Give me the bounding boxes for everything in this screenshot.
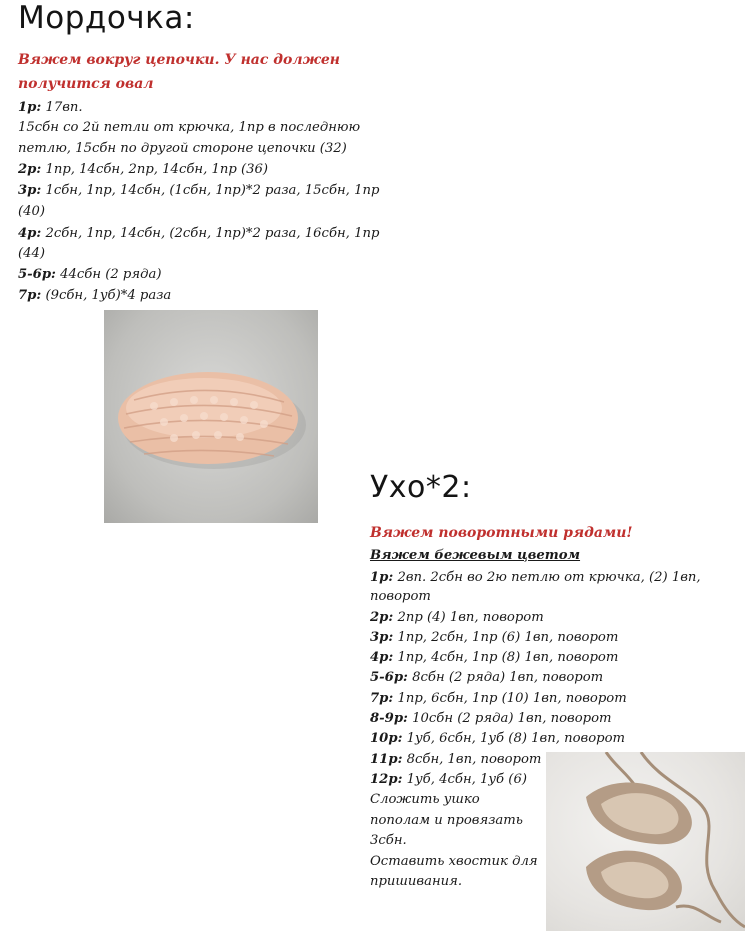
ear-section-title: Ухо*2: [370,470,472,505]
ear-row: 11р: 8сбн, 1вп, поворот [370,752,542,767]
ear-row: пришивания. [370,874,463,889]
ear-row: 1р: 2вп. 2сбн во 2ю петлю от крючка, (2) 1вп, [370,570,701,585]
ear-row: 2р: 2пр (4) 1вп, поворот [370,610,544,625]
muzzle-intro-line-1: Вяжем вокруг цепочки. У нас должен [18,52,340,68]
ears-photo [546,752,745,931]
ear-row: 12р: 1уб, 4сбн, 1уб (6) [370,772,527,787]
ear-row: 3р: 1пр, 2сбн, 1пр (6) 1вп, поворот [370,630,619,645]
muzzle-section-title: Мордочка: [18,0,195,36]
muzzle-row: (40) [18,204,46,219]
muzzle-photo [104,310,318,523]
muzzle-row: (44) [18,246,46,261]
muzzle-row: 3р: 1сбн, 1пр, 14сбн, (1сбн, 1пр)*2 раза, 15сбн, 1пр [18,183,380,198]
ear-row: 8-9р: 10сбн (2 ряда) 1вп, поворот [370,711,612,726]
ear-row: 3сбн. [370,833,407,848]
muzzle-intro-line-2: получится овал [18,76,154,92]
ear-row: 7р: 1пр, 6сбн, 1пр (10) 1вп, поворот [370,691,627,706]
ear-row: поворот [370,589,431,604]
ear-row: пополам и провязать [370,813,523,828]
ear-intro-red: Вяжем поворотными рядами! [370,525,633,541]
ear-row: Оставить хвостик для [370,854,538,869]
muzzle-row: 15сбн со 2й петли от крючка, 1пр в последнюю [18,120,361,135]
ear-row: 5-6р: 8сбн (2 ряда) 1вп, поворот [370,670,604,685]
muzzle-row: 4р: 2сбн, 1пр, 14сбн, (2сбн, 1пр)*2 раза, 16сбн, 1пр [18,226,380,241]
muzzle-row: 7р: (9сбн, 1уб)*4 раза [18,288,172,303]
ear-row: 10р: 1уб, 6сбн, 1уб (8) 1вп, поворот [370,731,626,746]
ear-row: 4р: 1пр, 4сбн, 1пр (8) 1вп, поворот [370,650,619,665]
muzzle-row: 1р: 17вп. [18,100,83,115]
knitted-muzzle-image [104,310,318,523]
muzzle-row: 5-6р: 44сбн (2 ряда) [18,267,162,282]
ear-intro-color: Вяжем бежевым цветом [370,548,581,563]
muzzle-row: петлю, 15сбн по другой стороне цепочки (32) [18,141,347,156]
ear-row: Сложить ушко [370,792,480,807]
knitted-ears-image [546,752,745,931]
muzzle-row: 2р: 1пр, 14сбн, 2пр, 14сбн, 1пр (36) [18,162,269,177]
